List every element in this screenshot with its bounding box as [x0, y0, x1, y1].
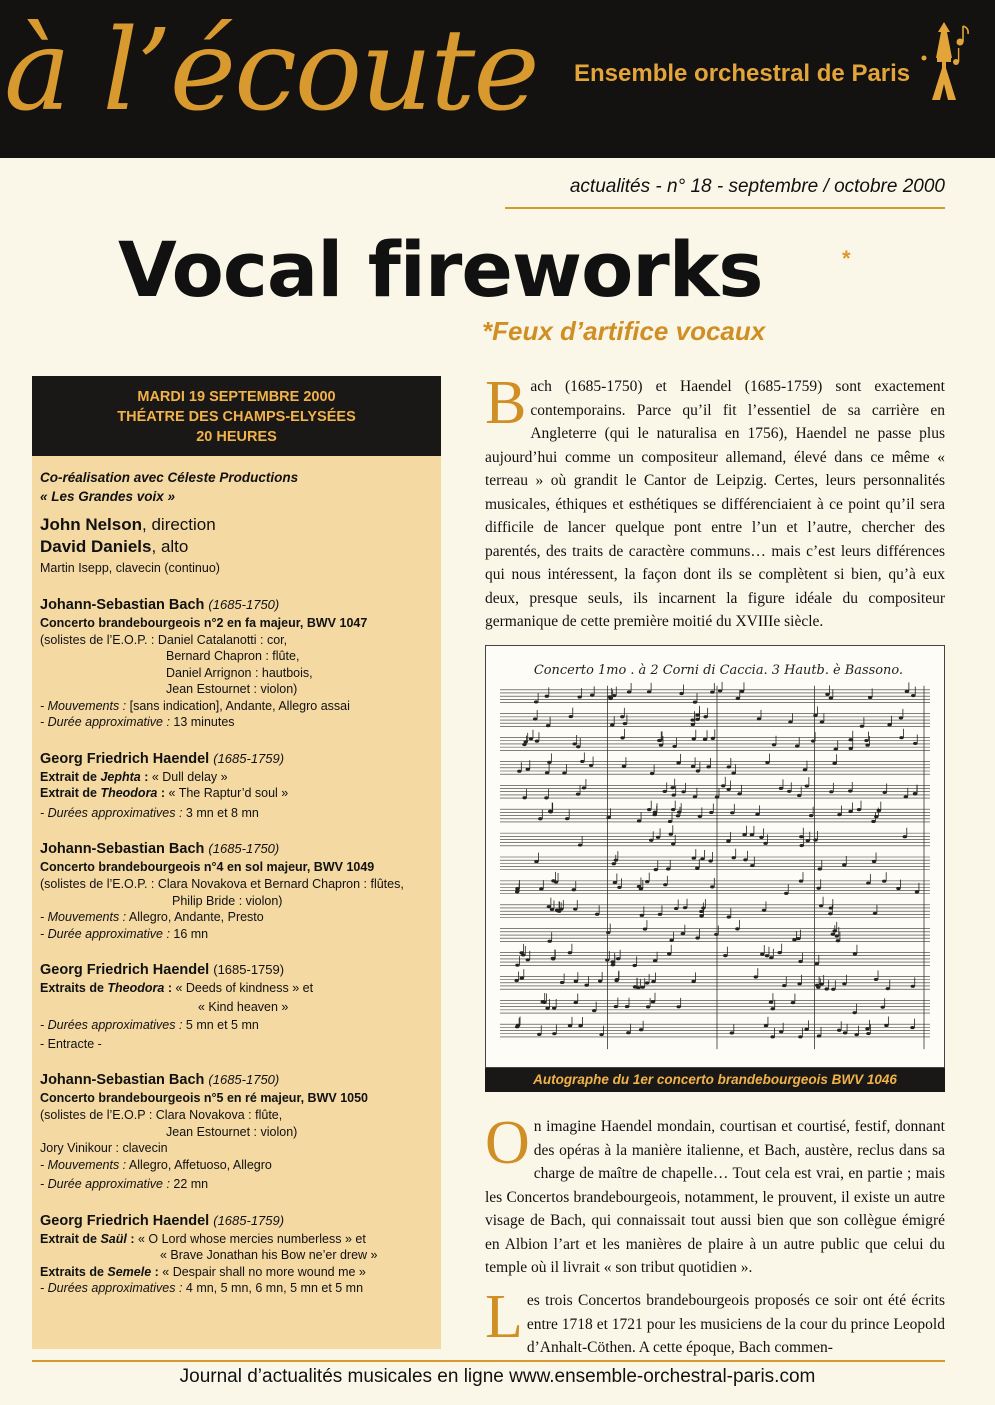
- work-title: Concerto brandebourgeois n°2 en fa majeur, BWV 1047: [40, 615, 368, 630]
- duration: - Durée approximative : 22 mn: [40, 1177, 209, 1191]
- composer-name: Johann-Sebastian Bach (1685-1750): [40, 841, 280, 857]
- movements: - Mouvements : Allegro, Andante, Presto: [40, 910, 264, 924]
- work-title: Concerto brandebourgeois n°4 en sol majeur, BWV 1049: [40, 860, 375, 874]
- composer-name: Georg Friedrich Haendel (1685-1759): [40, 962, 285, 978]
- concert-venue: THÉATRE DES CHAMPS-ELYSÉES: [117, 409, 356, 425]
- ensemble-name: Ensemble orchestral de Paris: [574, 60, 911, 87]
- title-asterisk: *: [842, 246, 851, 271]
- duration: - Durées approximatives : 4 mn, 5 mn, 6 mn, 5 mn et 5 mn: [40, 1281, 364, 1295]
- concert-time: 20 HEURES: [196, 429, 277, 445]
- coproduction-line: Co-réalisation avec Céleste Productions: [40, 470, 299, 485]
- performer-harpsichord: Martin Isepp, clavecin (continuo): [40, 561, 220, 575]
- program-item: Georg Friedrich Haendel (1685-1759) Extraits de Theodora : « Deeds of kindness » et « Kind heaven » - Durées approximatives : 5 mn et 5 mn - Entracte -: [40, 960, 441, 1052]
- drop-cap: O: [485, 1109, 530, 1177]
- score-heading: Concerto 1mo . à 2 Corni di Caccia. 3 Hautb. è Bassono.: [533, 662, 904, 678]
- masthead-title: à l’écoute: [4, 6, 538, 136]
- concert-info-header: [32, 376, 441, 456]
- program-item: Johann-Sebastian Bach (1685-1750) Concerto brandebourgeois n°5 en ré majeur, BWV 1050 (solistes de l’E.O.P : Clara Novakova : flûte, Jean Estournet : violon) Jory Vinikour : clavecin - Mouvements : Allegro, Affetuoso, Allegro - Durée approximative : 22 mn: [40, 1070, 441, 1193]
- duration: - Durée approximative : 16 mn: [40, 926, 209, 941]
- performer-conductor: John Nelson, direction: [40, 515, 216, 534]
- intermission: - Entracte -: [40, 1036, 102, 1051]
- program-item: Johann-Sebastian Bach (1685-1750) Concerto brandebourgeois n°4 en sol majeur, BWV 1049 (solistes de l’E.O.P. : Clara Novakova et Bernard Chapron : flûtes, Philip Bride : violon) - Mouvements : Allegro, Andante, Presto - Durée approximative : 16 mn: [40, 839, 441, 942]
- article-paragraph-1: Bach (1685-1750) et Haendel (1685-1759) sont exactement contemporains. Parce qu’il fit l’essentiel de sa carrière en Angleterre (qui le naturalisa en 1756), Haendel ne passe plus aujourd’hui comme un compositeur allemand, élevé dans ce même « terreau » où grandit le Cantor de Leipzig. Certes, leurs personnalités musicales, éthiques et esthétiques se différenciaient à ce point qu’il sera difficile de lancer quelque pont entre l’un et l’autre, chercher des parentés, des traits de caractère communs… mais c’est leurs différences qui nous intéressent, la façon dont ils se complètent si bien, qu’à eux deux, presque seuls, ils incarnent la figure idéale du compositeur germanique de cette première moitié du XVIIIe siècle.: [485, 369, 945, 630]
- score-manuscript-image: [485, 645, 945, 1068]
- drop-cap: L: [485, 1283, 523, 1351]
- composer-name: Johann-Sebastian Bach (1685-1750): [40, 1072, 280, 1088]
- movements: - Mouvements : Allegro, Affetuoso, Allegro: [40, 1157, 272, 1172]
- duration: - Durées approximatives : 5 mn et 5 mn: [40, 1018, 259, 1032]
- article-paragraph-3: Les trois Concertos brandebourgeois proposés ce soir ont été écrits entre 1718 et 1721 pour les musiciens de la cour du prince Leopold d’Anhalt-Cöthen. A cette époque, Bach commen-: [485, 1283, 945, 1356]
- program-box: [32, 456, 441, 1349]
- program-item: Johann-Sebastian Bach (1685-1750) Concerto brandebourgeois n°2 en fa majeur, BWV 1047 (solistes de l’E.O.P. : Daniel Catalanotti : cor, Bernard Chapron : flûte, Daniel Arrignon : hautbois, Jean Estournet : violon) - Mouvements : [sans indication], Andante, Allegro assai - Durée approximative : 13 minutes: [40, 595, 441, 731]
- score-caption: Autographe du 1er concerto brandebourgeois BWV 1046: [485, 1068, 945, 1092]
- footer-rule: [32, 1360, 945, 1362]
- issue-line: actualités - n° 18 - septembre / octobre 2000: [569, 176, 945, 197]
- work-title: Concerto brandebourgeois n°5 en ré majeur, BWV 1050: [40, 1091, 369, 1105]
- duration: - Durées approximatives : 3 mn et 8 mn: [40, 805, 259, 820]
- concert-date: MARDI 19 SEPTEMBRE 2000: [137, 389, 336, 405]
- composer-name: Georg Friedrich Haendel (1685-1759): [40, 750, 285, 767]
- movements: - Mouvements : [sans indication], Andante, Allegro assai: [40, 698, 350, 713]
- header-band: [0, 0, 995, 158]
- composer-name: Georg Friedrich Haendel (1685-1759): [40, 1212, 285, 1229]
- page-subtitle: *Feux d’artifice vocaux: [482, 316, 766, 346]
- composer-name: Johann-Sebastian Bach (1685-1750): [40, 596, 280, 613]
- ensemble-logo-icon: [916, 18, 972, 108]
- drop-cap: B: [485, 369, 527, 437]
- issue-rule: [505, 207, 945, 209]
- footer-text: Journal d’actualités musicales en ligne www.ensemble-orchestral-paris.com: [179, 1366, 816, 1387]
- performer-alto: David Daniels, alto: [40, 537, 189, 556]
- program-item: Georg Friedrich Haendel (1685-1759) Extrait de Saül : « O Lord whose mercies numberless » et « Brave Jonathan his Bow ne’er drew » Extraits de Semele : « Despair shall no more wound me » - Durées approximatives : 4 mn, 5 mn, 6 mn, 5 mn et 5 mn: [40, 1211, 441, 1297]
- program-item: Georg Friedrich Haendel (1685-1759) Extrait de Jephta : « Dull delay » Extrait de Theodora : « The Raptur’d soul » - Durées approximatives : 3 mn et 8 mn: [40, 749, 441, 822]
- page-title: Vocal fireworks: [118, 225, 763, 314]
- duration: - Durée approximative : 13 minutes: [40, 715, 235, 729]
- series-name: « Les Grandes voix »: [40, 489, 176, 504]
- article-paragraph-2: On imagine Haendel mondain, courtisan et courtisé, festif, donnant des opéras à la manière italienne, et Bach, austère, reclus dans sa charge de maître de chapelle… Tout cela est vrai, en partie ; mais les Concertos brandebourgeois, notamment, le prouvent, il existe un autre visage de Bach, qui connaissait tout aussi bien que son collègue émigré en Albion l’art et les manières de plaire à un autre public que celui du temple où il livrait « son tribut quotidien ».: [485, 1109, 945, 1276]
